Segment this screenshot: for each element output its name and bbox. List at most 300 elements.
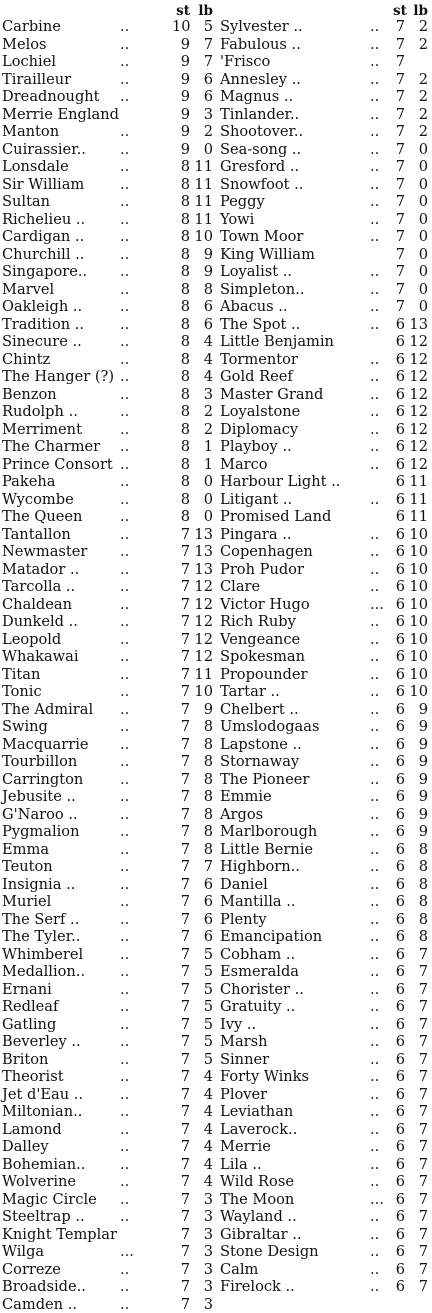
horse-name: Lochiel [2,53,56,71]
leader-dots: .. [370,386,379,404]
horse-name: Firelock .. [220,1278,295,1296]
horse-name: Redleaf [2,998,58,1016]
horse-entry [220,18,430,36]
weight-pounds: 10 [406,631,428,649]
horse-entry [220,316,430,334]
horse-entry [220,123,430,141]
horse-entry [220,1278,430,1296]
weight-pounds: 13 [406,316,428,334]
weight-stones: 7 [172,701,190,719]
horse-entry [2,823,214,841]
weight-pounds: 1 [193,438,213,456]
weight-pounds: 4 [193,1086,213,1104]
leader-dots: .. [120,893,129,911]
weight-stones: 6 [393,1278,405,1296]
weight-stones: 8 [172,211,190,229]
leader-dots: .. [120,683,129,701]
leader-dots: .. [120,36,129,54]
leader-dots: .. [120,316,129,334]
horse-entry [220,631,430,649]
horse-entry [220,893,430,911]
horse-entry [2,946,214,964]
weight-pounds: 5 [193,18,213,36]
weight-pounds: 7 [406,1243,428,1261]
horse-entry [220,806,430,824]
leader-dots: .. [120,841,129,859]
weight-stones: 6 [393,648,405,666]
horse-entry [220,683,430,701]
weight-stones: 6 [393,736,405,754]
weight-pounds: 12 [193,648,213,666]
horse-entry [220,666,430,684]
weight-stones: 6 [393,893,405,911]
leader-dots: .. [120,1278,129,1296]
horse-name: Tirailleur [2,71,71,89]
horse-name: Medallion.. [2,963,85,981]
leader-dots: .. [120,648,129,666]
weight-pounds: 6 [193,876,213,894]
leader-dots: .. [120,911,129,929]
weight-pounds: 10 [406,683,428,701]
weight-stones: 8 [172,403,190,421]
horse-name: Insignia .. [2,876,75,894]
stones-header: st [172,4,190,18]
horse-name: Emma [2,841,49,859]
leader-dots: .. [370,963,379,981]
leader-dots: .. [120,386,129,404]
horse-entry [220,368,430,386]
horse-entry [220,858,430,876]
weight-pounds: 7 [406,1208,428,1226]
weight-pounds: 6 [193,316,213,334]
horse-name: 'Frisco [220,53,270,71]
weight-stones: 7 [393,246,405,264]
horse-name: Briton [2,1051,48,1069]
horse-entry [2,228,214,246]
leader-dots: .. [370,841,379,859]
weight-pounds: 2 [193,403,213,421]
weight-pounds: 9 [193,263,213,281]
leader-dots: .. [370,526,379,544]
horse-name: Tinlander.. [220,106,299,124]
horse-entry [2,666,214,684]
horse-name: Leviathan [220,1103,293,1121]
horse-name: Leopold [2,631,61,649]
horse-entry [220,911,430,929]
weight-pounds: 9 [406,823,428,841]
horse-entry [220,456,430,474]
leader-dots: .. [370,1033,379,1051]
weight-stones: 7 [393,193,405,211]
horse-entry [220,193,430,211]
leader-dots: ... [370,596,384,614]
weight-pounds: 11 [406,491,428,509]
horse-entry [220,1033,430,1051]
weight-pounds: 0 [406,211,428,229]
weight-pounds: 7 [406,946,428,964]
horse-entry [2,158,214,176]
leader-dots: .. [120,1191,129,1209]
horse-entry [2,298,214,316]
horse-name: Lapstone .. [220,736,302,754]
horse-entry [2,928,214,946]
weight-pounds: 2 [406,18,428,36]
leader-dots: .. [370,491,379,509]
leader-dots: .. [120,351,129,369]
leader-dots: .. [370,648,379,666]
leader-dots: .. [370,1016,379,1034]
horse-entry [2,701,214,719]
weight-pounds: 7 [406,1051,428,1069]
weight-pounds: 0 [193,473,213,491]
weight-stones: 7 [172,1068,190,1086]
weight-stones: 7 [172,1226,190,1244]
weight-stones: 7 [393,71,405,89]
weight-stones: 6 [393,823,405,841]
weight-stones: 7 [393,281,405,299]
horse-entry [2,1103,214,1121]
weight-pounds: 4 [193,1156,213,1174]
weight-pounds: 6 [193,893,213,911]
weight-stones: 8 [172,176,190,194]
leader-dots: .. [370,123,379,141]
horse-entry [220,1103,430,1121]
weight-pounds: 8 [193,841,213,859]
leader-dots: .. [370,281,379,299]
leader-dots: .. [120,421,129,439]
horse-entry [2,1156,214,1174]
horse-name: Titan [2,666,40,684]
weight-stones: 7 [172,1016,190,1034]
horse-entry [220,946,430,964]
weight-stones: 7 [393,18,405,36]
weight-pounds: 7 [406,1191,428,1209]
horse-entry [220,1156,430,1174]
leader-dots: .. [370,578,379,596]
leader-dots: .. [120,613,129,631]
horse-entry [220,403,430,421]
horse-name: Calm [220,1261,258,1279]
weight-pounds: 2 [193,421,213,439]
horse-entry [2,1051,214,1069]
weight-pounds: 8 [193,788,213,806]
leader-dots: .. [370,1138,379,1156]
horse-name: Gresford .. [220,158,299,176]
leader-dots: .. [120,1086,129,1104]
horse-entry [2,1296,214,1313]
leader-dots: .. [120,928,129,946]
horse-name: Knight Templar [2,1226,117,1244]
leader-dots: .. [120,946,129,964]
horse-entry [220,981,430,999]
leader-dots: .. [120,631,129,649]
weight-stones: 7 [172,1261,190,1279]
leader-dots: .. [120,981,129,999]
horse-entry [2,893,214,911]
horse-entry [2,578,214,596]
horse-entry [2,736,214,754]
leader-dots: .. [120,753,129,771]
leader-dots: .. [370,36,379,54]
weight-stones: 6 [393,928,405,946]
weight-stones: 10 [172,18,190,36]
horse-name: Fabulous .. [220,36,301,54]
leader-dots: .. [120,1208,129,1226]
leader-dots: .. [370,736,379,754]
horse-entry [2,18,214,36]
weight-stones: 8 [172,298,190,316]
leader-dots: .. [120,403,129,421]
right-rows [220,18,430,1296]
weight-pounds: 2 [406,123,428,141]
horse-entry [2,1191,214,1209]
horse-name: Miltonian.. [2,1103,82,1121]
weight-pounds: 12 [406,421,428,439]
weight-stones: 7 [393,141,405,159]
weight-pounds: 3 [193,386,213,404]
leader-dots: .. [370,771,379,789]
horse-entry [2,683,214,701]
horse-entry [2,123,214,141]
weight-pounds: 2 [406,36,428,54]
leader-dots: .. [370,876,379,894]
horse-name: Gold Reef [220,368,293,386]
leader-dots: .. [120,718,129,736]
weight-pounds: 0 [193,491,213,509]
leader-dots: .. [120,771,129,789]
leader-dots: .. [120,438,129,456]
weight-pounds: 3 [193,1226,213,1244]
weight-pounds: 4 [193,351,213,369]
leader-dots: .. [370,806,379,824]
horse-name: Gibraltar .. [220,1226,301,1244]
horse-name: Matador .. [2,561,79,579]
horse-name: Chaldean [2,596,72,614]
weight-stones: 7 [172,666,190,684]
weight-pounds: 2 [406,71,428,89]
weight-pounds: 12 [406,333,428,351]
weight-stones: 9 [172,53,190,71]
horse-name: Simpleton.. [220,281,304,299]
weight-stones: 6 [393,963,405,981]
horse-entry [2,281,214,299]
weight-pounds: 2 [406,88,428,106]
horse-entry [2,246,214,264]
weight-stones: 7 [172,1051,190,1069]
leader-dots: .. [370,141,379,159]
leader-dots: .. [120,491,129,509]
weight-pounds: 5 [193,946,213,964]
horse-entry [220,613,430,631]
horse-name: Sea-song .. [220,141,301,159]
weight-pounds: 8 [193,771,213,789]
weight-pounds: 9 [406,736,428,754]
leader-dots: .. [120,963,129,981]
horse-name: Merriment [2,421,82,439]
weight-stones: 7 [172,771,190,789]
weight-pounds: 4 [193,1138,213,1156]
weight-pounds: 8 [193,753,213,771]
horse-entry [2,1208,214,1226]
horse-entry [2,88,214,106]
weight-pounds: 3 [193,1296,213,1313]
leader-dots: .. [370,928,379,946]
weight-stones: 6 [393,386,405,404]
horse-entry [220,1016,430,1034]
leader-dots: .. [370,1156,379,1174]
horse-entry [220,1226,430,1244]
weight-stones: 6 [393,456,405,474]
weight-pounds: 6 [193,298,213,316]
weight-stones: 9 [172,141,190,159]
weight-stones: 7 [172,1191,190,1209]
weight-pounds: 8 [193,736,213,754]
horse-entry [220,543,430,561]
leader-dots: .. [370,718,379,736]
horse-entry [2,36,214,54]
weight-stones: 6 [393,1121,405,1139]
horse-entry [2,1261,214,1279]
leader-dots: .. [370,263,379,281]
weight-stones: 6 [393,981,405,999]
horse-name: Marsh [220,1033,268,1051]
weight-pounds: 7 [193,36,213,54]
weight-pounds: 7 [406,1278,428,1296]
weight-pounds: 5 [193,1016,213,1034]
horse-entry [220,718,430,736]
left-column [2,4,214,1313]
weight-stones: 6 [393,876,405,894]
weight-stones: 8 [172,438,190,456]
weight-stones: 6 [393,368,405,386]
leader-dots: .. [370,1226,379,1244]
horse-name: Sinecure .. [2,333,82,351]
horse-name: Litigant .. [220,491,292,509]
leader-dots: .. [370,858,379,876]
weight-stones: 7 [172,1156,190,1174]
leader-dots: .. [120,141,129,159]
horse-entry [2,1121,214,1139]
horse-name: Ivy .. [220,1016,256,1034]
weight-pounds: 12 [406,368,428,386]
weight-pounds: 7 [406,1103,428,1121]
weight-stones: 7 [172,998,190,1016]
horse-entry [220,1208,430,1226]
horse-entry [220,561,430,579]
pounds-header: lb [406,4,428,18]
weight-pounds: 10 [193,683,213,701]
leader-dots: .. [370,946,379,964]
leader-dots: .. [120,1016,129,1034]
horse-name: Magnus .. [220,88,293,106]
leader-dots: .. [120,508,129,526]
weight-pounds: 12 [193,596,213,614]
horse-name: Merrie [220,1138,271,1156]
weight-pounds: 1 [193,456,213,474]
leader-dots: .. [120,456,129,474]
weight-pounds: 8 [406,841,428,859]
horse-entry [220,648,430,666]
weight-stones: 7 [172,526,190,544]
leader-dots: .. [370,893,379,911]
horse-entry [220,53,430,71]
weight-pounds: 6 [193,88,213,106]
horse-name: Lamond [2,1121,62,1139]
weight-pounds: 8 [406,893,428,911]
leader-dots: .. [120,1068,129,1086]
horse-name: Copenhagen [220,543,313,561]
horse-name: Teuton [2,858,53,876]
horse-entry [2,771,214,789]
weight-stones: 8 [172,228,190,246]
weight-stones: 6 [393,543,405,561]
horse-entry [220,788,430,806]
horse-entry [2,648,214,666]
weight-stones: 9 [172,123,190,141]
horse-name: Laverock.. [220,1121,297,1139]
weight-stones: 7 [172,1103,190,1121]
horse-name: Ernani [2,981,52,999]
leader-dots: .. [370,71,379,89]
horse-name: Harbour Light .. [220,473,340,491]
weight-pounds: 0 [406,281,428,299]
leader-dots: .. [120,18,129,36]
leader-dots: .. [120,1173,129,1191]
weight-stones: 7 [172,823,190,841]
weight-stones: 7 [393,88,405,106]
weight-stones: 6 [393,718,405,736]
weight-stones: 8 [172,421,190,439]
weight-pounds: 11 [406,508,428,526]
horse-name: Spokesman [220,648,305,666]
horse-name: Esmeralda [220,963,299,981]
horse-name: Forty Winks [220,1068,309,1086]
horse-name: Jebusite .. [2,788,76,806]
horse-entry [2,176,214,194]
weight-pounds: 12 [193,613,213,631]
weight-stones: 7 [172,613,190,631]
weight-pounds: 0 [406,246,428,264]
horse-name: Steeltrap .. [2,1208,85,1226]
horse-entry [2,368,214,386]
horse-name: Chelbert .. [220,701,299,719]
horse-entry [2,806,214,824]
weight-pounds: 0 [406,228,428,246]
weight-stones: 8 [172,473,190,491]
horse-name: Sir William [2,176,84,194]
horse-name: Wayland .. [220,1208,297,1226]
weight-pounds: 10 [406,613,428,631]
weight-pounds: 5 [193,1051,213,1069]
weight-stones: 6 [393,1191,405,1209]
horse-entry [2,1086,214,1104]
weight-stones: 8 [172,351,190,369]
weight-pounds: 8 [193,718,213,736]
leader-dots: .. [120,53,129,71]
weight-stones: 6 [393,806,405,824]
weight-stones: 6 [393,333,405,351]
leader-dots: .. [120,788,129,806]
weight-pounds: 7 [406,1156,428,1174]
leader-dots: .. [120,1121,129,1139]
weight-stones: 8 [172,281,190,299]
weight-pounds: 4 [193,1173,213,1191]
weight-stones: 9 [172,36,190,54]
weight-pounds: 10 [193,228,213,246]
horse-name: The Spot .. [220,316,300,334]
horse-name: Prince Consort [2,456,113,474]
weight-pounds: 0 [406,298,428,316]
